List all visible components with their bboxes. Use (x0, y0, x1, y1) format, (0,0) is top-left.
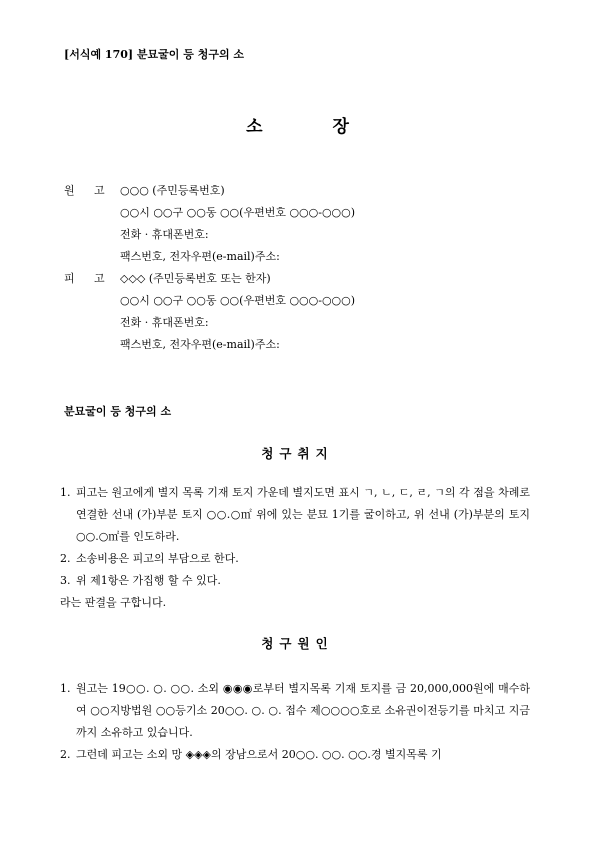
defendant-name: ◇◇◇ (주민등록번호 또는 한자) (120, 272, 271, 285)
document-title (0, 112, 595, 137)
claim-purpose-list (60, 482, 530, 614)
claim-cause-list (60, 678, 530, 766)
defendant-block (64, 268, 355, 356)
plaintiff-fax-email: 팩스번호, 전자우편(e-mail)주소: (120, 250, 280, 263)
claim-purpose-item: 2. 소송비용은 피고의 부담으로 한다. (60, 552, 239, 565)
claim-cause-item: 1. 원고는 19○○. ○. ○○. 소외 ◉◉◉로부터 별지목록 기재 토지를 금 20,000,000원에 매수하여 ○○지방법원 ○○등기소 20○○. ○. ○. 접수 제○○○○호로 소유권이전등기를 마치고 지금까지 소유하고 있습니다. (60, 682, 530, 739)
claim-purpose-closing: 라는 판결을 구합니다. (60, 596, 167, 609)
plaintiff-line-0 (64, 180, 355, 202)
defendant-phone: 전화 · 휴대폰번호: (120, 316, 209, 329)
title-char-left: 소 (246, 117, 263, 137)
defendant-line-0 (64, 268, 355, 290)
case-subject: 분묘굴이 등 청구의 소 (64, 405, 172, 418)
form-label: [서식예 170] 분묘굴이 등 청구의 소 (64, 48, 245, 61)
title-char-right: 장 (332, 117, 349, 137)
claim-purpose-title: 청구취지 (261, 446, 334, 461)
plaintiff-name: ○○○ (주민등록번호) (120, 184, 225, 197)
plaintiff-block (64, 180, 355, 268)
plaintiff-phone: 전화 · 휴대폰번호: (120, 228, 209, 241)
claim-purpose-item: 1. 피고는 원고에게 별지 목록 기재 토지 가운데 별지도면 표시 ㄱ, ㄴ, ㄷ, ㄹ, ㄱ의 각 점을 차례로 연결한 선내 (가)부분 토지 ○○.○㎡ 위에 있는 분묘 1기를 굴이하고, 위 선내 (가)부분의 토지 ○○.○㎡를 인도하라. (60, 486, 530, 543)
defendant-fax-email: 팩스번호, 전자우편(e-mail)주소: (120, 338, 280, 351)
defendant-role-label: 피 고 (64, 272, 105, 285)
claim-purpose-item: 3. 위 제1항은 가집행 할 수 있다. (60, 574, 221, 587)
plaintiff-address: ○○시 ○○구 ○○동 ○○(우편번호 ○○○-○○○) (120, 206, 356, 219)
claim-cause-item: 2. 그런데 피고는 소외 망 ◈◈◈의 장남으로서 20○○. ○○. ○○.경 별지목록 기 (60, 748, 442, 761)
claim-cause-title: 청구원인 (261, 636, 334, 651)
defendant-address: ○○시 ○○구 ○○동 ○○(우편번호 ○○○-○○○) (120, 294, 356, 307)
plaintiff-role-label: 원 고 (64, 184, 105, 197)
